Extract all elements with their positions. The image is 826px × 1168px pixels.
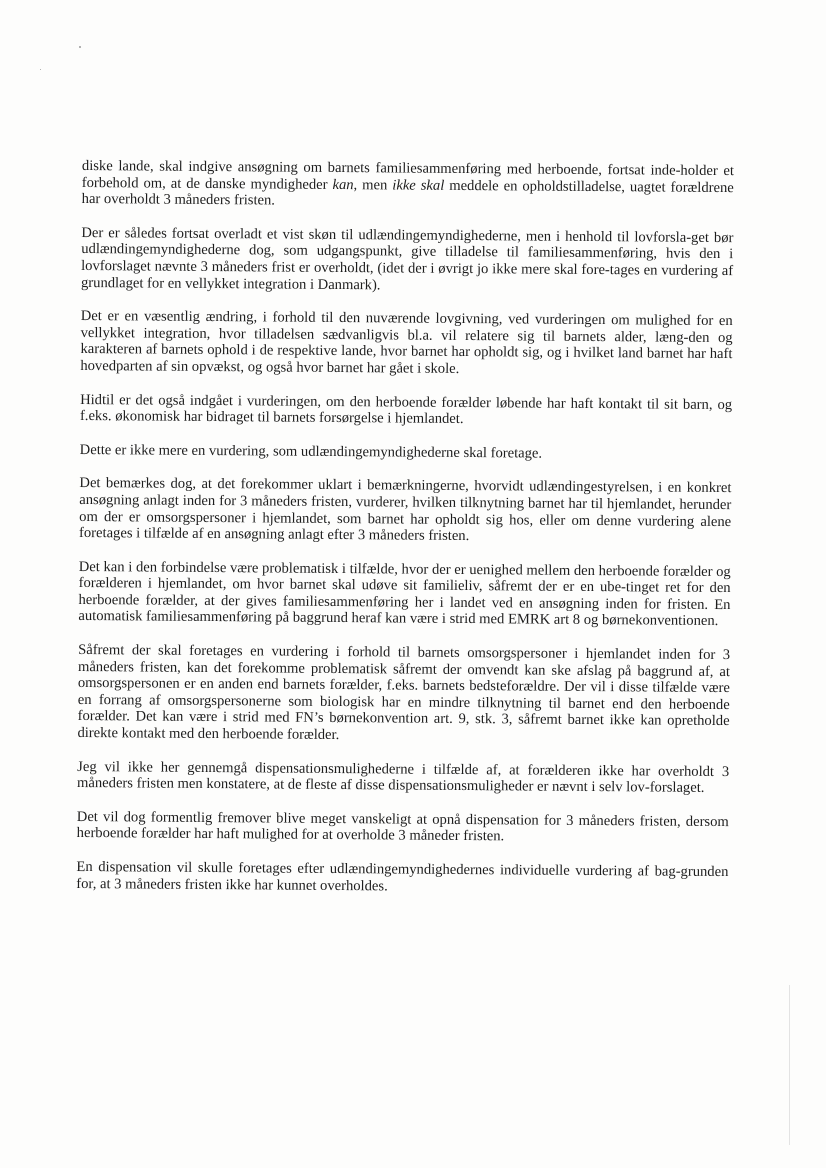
paragraph-text: En dispensation vil skulle foretages efter udlændingemyndighedernes individuelle vurdering af bag-grunden for, at 3 måneders fristen ikke har kunnet overholdes. — [76, 858, 729, 895]
paragraph-text: Dette er ikke mere en vurdering, som udlændingemyndighederne skal foretage. — [79, 441, 543, 462]
paragraph-text: meddele en opholdstilladelse, uagtet forældrene har overholdt 3 måneders fristen. — [81, 177, 734, 209]
scan-speck — [40, 69, 41, 70]
paragraph-text: Det vil dog formentlig fremover blive meget vanskeligt at opnå dispensation for 3 måneders fristen, dersom herboende forælder har haft mulighed for at overholde 3 måneder fristen. — [76, 808, 729, 845]
paragraph-text: Såfremt der skal foretages en vurdering i forhold til barnets omsorgspersoner i hjemlandet inden for 3 måneders fristen, kan det forekomme problematisk såfremt der omvendt kan ske afslag på baggrund af, at omsorgspersonen er en anden end barnets forælder, f.eks. barnets bedsteforældre. Der vil i disse tilfælde være en forrang af omsorgspersonerne som biologisk har en mindre tilknytning til barnet end den herboende forælder. Det kan være i strid med FN’s børnekonvention art. 9, stk. 3, såfremt barnet ikke kan opretholde direkte kontakt med den herboende forælder. — [77, 642, 731, 744]
scan-edge-mark — [789, 985, 790, 1145]
paragraph-text: diske lande, skal indgive ansøgning om barnets familiesammenføring med herboende, fortsat inde-holder et forbehold om, at de danske myndigheder — [81, 158, 734, 193]
paragraph — [82, 158, 734, 213]
scan-speck — [79, 46, 81, 48]
paragraph-text: Det kan i den forbindelse være problematisk i tilfælde, hvor der er uenighed mellem den herboende forælder og forælderen i hjemlandet, om hvor barnet skal udøve sit familieliv, såfremt der er en ube-tinget ret for den herboende forælder, at der gives familiesammenføring her i landet ved en ansøgning inden for fristen. En automatisk familiesammenføring på baggrund heraf kan være i strid med EMRK art 8 og børnekonventionen. — [78, 558, 731, 630]
paragraph — [78, 559, 731, 630]
paragraph — [79, 475, 732, 546]
paragraph — [76, 859, 728, 897]
paragraph-text: , men — [353, 176, 393, 194]
paragraph-text: Det er en væsentlig ændring, i forhold til den nuværende lovgivning, ved vurderingen om mulighed for en vellykket integration, hvor tilladelsen sædvanligvis bl.a. vil relatere sig til barnets alder, læng-den og karakteren af barnets ophold i de respektive lande, hvor barnet har opholdt sig, og i hvilket land barnet har haft hovedparten af sin opvækst, og også hvor barnet har gået i skole. — [80, 308, 733, 377]
paragraph — [81, 225, 734, 296]
paragraph — [77, 759, 729, 797]
paragraph — [80, 442, 732, 464]
paragraph-text: Hidtil er det også indgået i vurderingen, om den herboende forælder løbende har haft kontakt til sit barn, og f.eks. økonomisk har bidraget til barnets forsørgelse i hjemlandet. — [79, 391, 733, 428]
emphasis-text: ikke skal — [392, 177, 445, 194]
paragraph-text: Det bemærkes dog, at det forekommer uklart i bemærkningerne, hvorvidt udlændingestyrelsen, i en konkret ansøgning anlagt inden for 3 måneders fristen, vurderer, hvilken tilknytning barnet har til hjemlandet, herunder om der er omsorgspersoner i hjemlandet, som barnet har opholdt sig hos, eller om denne vurdering alene foretages i tilfælde af en ansøgning anlagt efter 3 måneders fristen. — [78, 475, 732, 545]
paragraph — [80, 392, 732, 430]
emphasis-text: kan — [332, 176, 354, 193]
document-body — [76, 158, 734, 897]
paragraph-text: Jeg vil ikke her gennemgå dispensationsmulighederne i tilfælde af, at forælderen ikke har overholdt 3 måneders fristen men konstatere, at de fleste af disse dispensationsmuligheder er nævnt i selv lov-forslaget. — [77, 758, 730, 797]
paragraph — [77, 642, 730, 747]
paragraph-text: Der er således fortsat overladt et vist skøn til udlændingemyndighederne, men i henhold til lovforsla-get bør udlændingemyndighederne dog, som udgangspunkt, give tilladelse til familiesammenføring, hvis den i lovforslaget nævnte 3 måneders frist er overholdt, (idet der i øvrigt jo ikke mere skal fore-tages en vurdering af grundlaget for en vellykket integration i Danmark). — [80, 224, 734, 293]
paragraph — [80, 308, 733, 379]
paragraph — [77, 809, 729, 847]
